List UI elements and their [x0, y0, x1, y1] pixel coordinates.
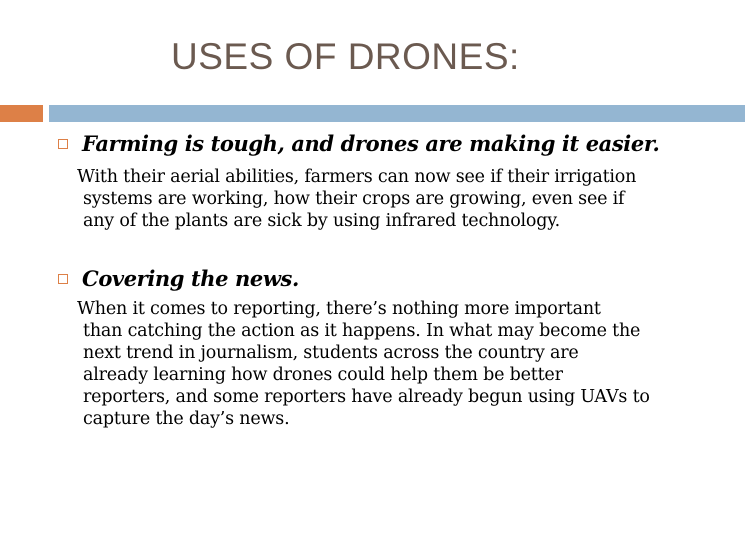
- accent-bar-blue: [49, 105, 745, 122]
- square-bullet-icon: [58, 139, 68, 149]
- accent-bar-orange: [0, 105, 43, 122]
- square-bullet-icon: [58, 274, 68, 284]
- bullet-heading: Covering the news.: [82, 266, 299, 291]
- bullet-item-news: [58, 266, 299, 291]
- bullet-body-news: [77, 298, 650, 430]
- body-line: than catching the action as it happens. In what may become the: [83, 321, 641, 341]
- bullet-heading: Farming is tough, and drones are making it easier.: [82, 131, 660, 156]
- slide-title: USES OF DRONES:: [171, 36, 520, 77]
- body-line: any of the plants are sick by using infrared technology.: [83, 211, 560, 231]
- bullet-item-farming: [58, 131, 659, 156]
- body-line: When it comes to reporting, there’s nothing more important: [77, 299, 601, 319]
- body-line: reporters, and some reporters have already begun using UAVs to: [83, 387, 650, 407]
- bullet-body-farming: [77, 166, 636, 232]
- body-line: With their aerial abilities, farmers can now see if their irrigation: [77, 167, 637, 187]
- body-line: next trend in journalism, students across the country are: [83, 343, 579, 363]
- body-line: systems are working, how their crops are growing, even see if: [83, 189, 625, 209]
- body-line: capture the day’s news.: [83, 409, 290, 429]
- body-line: already learning how drones could help them be better: [83, 365, 563, 385]
